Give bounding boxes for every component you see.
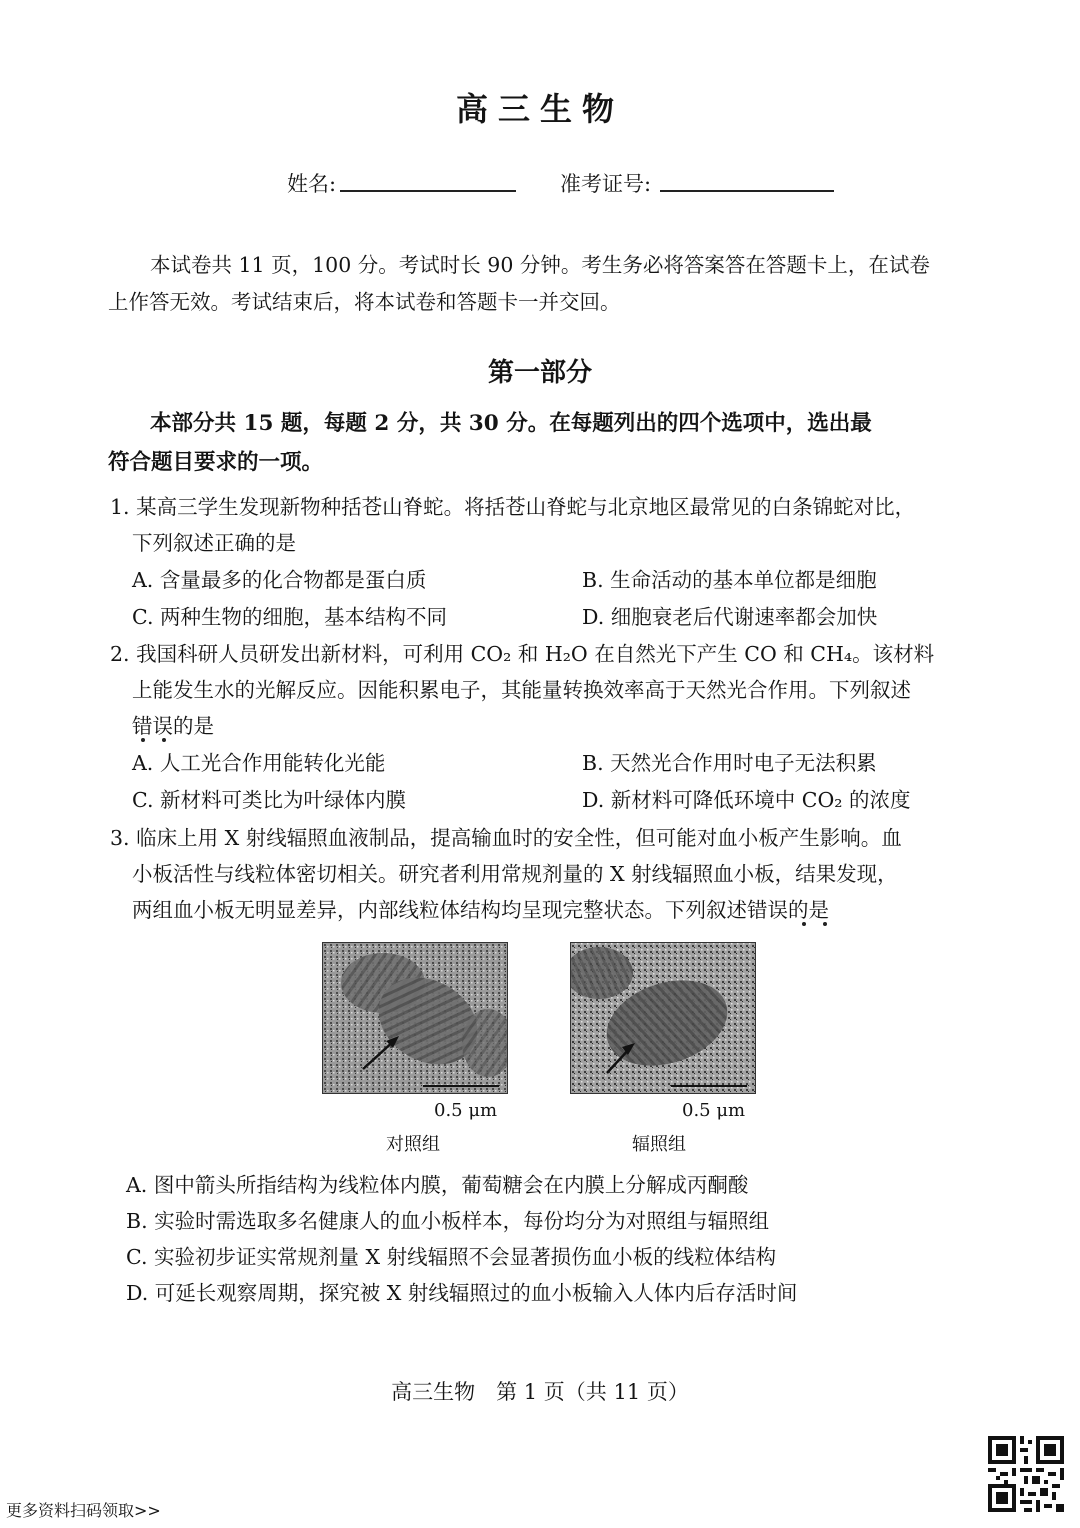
q2-stem-line-3: 错误的是 [132,714,214,738]
exam-id-label: 准考证号: [560,172,652,196]
q3-option-a: A. 图中箭头所指结构为线粒体内膜，葡萄糖会在内膜上分解成丙酮酸 [126,1173,749,1197]
page-number: 高三生物 第 1 页（共 11 页） [391,1380,689,1404]
q1-option-d: D. 细胞衰老后代谢速率都会加快 [582,605,878,629]
q2-option-b: B. 天然光合作用时电子无法积累 [582,751,877,775]
q2-stem-line-1: 2. 我国科研人员研发出新材料，可利用 CO₂ 和 H₂O 在自然光下产生 CO 和 CH₄。该材料 [110,642,935,666]
section-instruction-1: 本部分共 15 题，每题 2 分，共 30 分。在每题列出的四个选项中，选出最 [150,411,872,436]
section-instruction-2: 符合题目要求的一项。 [108,450,324,475]
q1-stem-line-1: 1. 某高三学生发现新物种括苍山脊蛇。将括苍山脊蛇与北京地区最常见的白条锦蛇对比， [110,495,916,519]
emphasis-dot [162,738,166,742]
intro-line-2: 上作答无效。考试结束后，将本试卷和答题卡一并交回。 [108,290,621,314]
q2-option-a: A. 人工光合作用能转化光能 [132,751,386,775]
control-micrograph [322,942,508,1094]
intro-line-1: 本试卷共 11 页，100 分。考试时长 90 分钟。考生务必将答案答在答题卡上，在试卷 [150,253,930,277]
exam-id-field-line[interactable] [660,190,834,192]
q2-option-c: C. 新材料可类比为叶绿体内膜 [132,788,406,812]
irradiated-caption: 辐照组 [632,1134,686,1155]
q2-option-d: D. 新材料可降低环境中 CO₂ 的浓度 [582,788,911,812]
q1-option-c: C. 两种生物的细胞，基本结构不同 [132,605,447,629]
section-title: 第一部分 [487,358,592,388]
emphasis-dot [141,738,145,742]
irradiated-micrograph [570,942,756,1094]
q1-option-a: A. 含量最多的化合物都是蛋白质 [132,568,427,592]
q3-option-b: B. 实验时需选取多名健康人的血小板样本，每份均分为对照组与辐照组 [126,1209,770,1233]
name-label: 姓名: [287,172,337,196]
q3-option-d: D. 可延长观察周期，探究被 X 射线辐照过的血小板输入人体内后存活时间 [126,1281,798,1305]
emphasis-dot [823,922,827,926]
q2-stem-line-2: 上能发生水的光解反应。因能积累电子，其能量转换效率高于天然光合作用。下列叙述 [132,678,911,702]
q3-stem-line-2: 小板活性与线粒体密切相关。研究者利用常规剂量的 X 射线辐照血小板，结果发现， [132,862,898,886]
irradiated-scale-label: 0.5 μm [682,1100,746,1121]
q3-stem-line-3: 两组血小板无明显差异，内部线粒体结构均呈现完整状态。下列叙述错误的是 [132,898,829,922]
q1-option-b: B. 生命活动的基本单位都是细胞 [582,568,877,592]
more-resources-link[interactable]: 更多资料扫码领取>> [6,1501,161,1520]
page-title: 高三生物 [455,90,624,128]
control-scale-label: 0.5 μm [434,1100,498,1121]
qr-code-icon[interactable] [988,1436,1064,1512]
name-field-line[interactable] [340,190,516,192]
q3-stem-line-1: 3. 临床上用 X 射线辐照血液制品，提高输血时的安全性，但可能对血小板产生影响。血 [110,826,902,850]
q1-stem-line-2: 下列叙述正确的是 [132,531,296,555]
q3-option-c: C. 实验初步证实常规剂量 X 射线辐照不会显著损伤血小板的线粒体结构 [126,1245,777,1269]
emphasis-dot [802,922,806,926]
control-caption: 对照组 [386,1134,440,1155]
